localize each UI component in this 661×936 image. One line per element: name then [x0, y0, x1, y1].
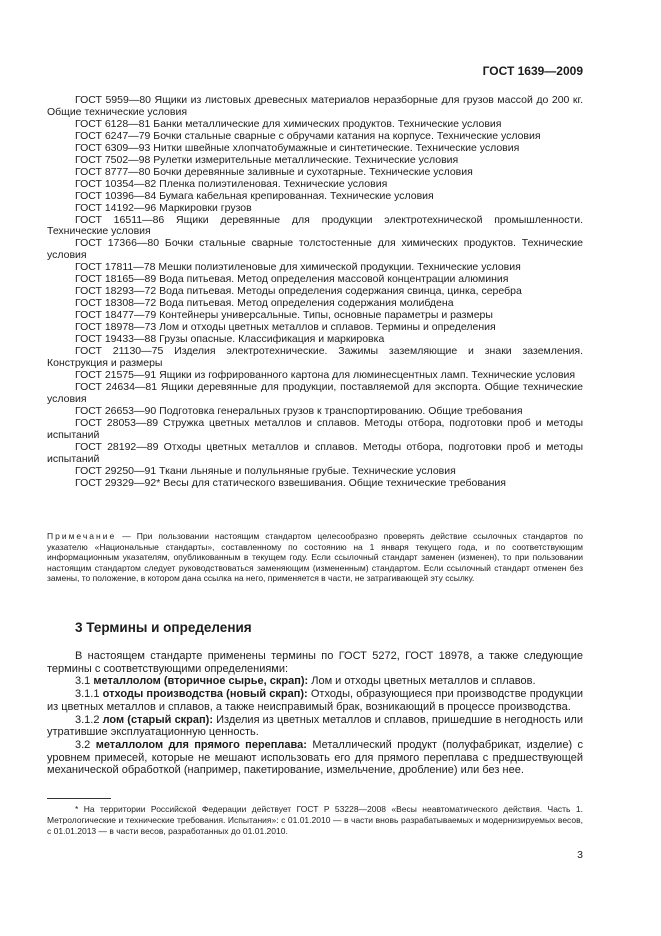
definition-text: Металлический продукт (полуфабрикат, изделие) с уровнем примесей, которые не мешают использовать его для прямого переплава с предшествующей механической обработкой (например, пакетирование, измельчение, дробление) или без нее.	[47, 738, 583, 777]
definition-term: металлолом для прямого переплава:	[95, 738, 307, 751]
std-title: Бочки стальные сварные с обручами катания на корпусе. Технические условия	[153, 129, 541, 142]
std-code: ГОСТ 18293—72	[75, 285, 157, 298]
std-code: ГОСТ 21575—91	[75, 368, 157, 381]
list-item	[47, 478, 583, 490]
definition-item	[47, 688, 583, 713]
std-code: ГОСТ 7502—98	[75, 153, 151, 166]
std-title: Вода питьевая. Метод определения содержания молибдена	[159, 297, 454, 310]
list-item	[47, 215, 583, 239]
std-title: Маркировки грузов	[159, 201, 252, 214]
definition-number: 3.2	[75, 738, 96, 751]
std-title: Грузы опасные. Классификация и маркировка	[159, 333, 385, 346]
std-code: ГОСТ 6128—81	[75, 117, 151, 130]
definition-item	[47, 675, 583, 688]
std-title: Нитки швейные хлопчатобумажные и синтетические. Технические условия	[153, 141, 520, 154]
std-title: Весы для статического взвешивания. Общие технические требования	[163, 476, 506, 489]
normative-references-list	[47, 95, 583, 489]
reference-note	[47, 531, 583, 584]
section-body	[47, 650, 583, 777]
note-lead: Примечание	[47, 531, 117, 541]
list-item	[47, 238, 583, 262]
std-title: Банки металлические для химических продуктов. Технические условия	[153, 117, 502, 130]
definition-text: Изделия из цветных металлов и сплавов, пришедшие в негодность или утратившие эксплуатационную ценность.	[47, 713, 583, 739]
std-code: ГОСТ 17366—80	[75, 237, 160, 250]
list-item	[47, 95, 583, 119]
page-number: 3	[577, 849, 583, 861]
std-code: ГОСТ 8777—80	[75, 165, 151, 178]
std-code: ГОСТ 18308—72	[75, 297, 157, 310]
definition-item	[47, 714, 583, 739]
std-title: Ящики деревянные для продукции электротехнической промышленности. Технические условия	[47, 213, 584, 238]
std-title: Лом и отходы цветных металлов и сплавов. Термины и определения	[159, 321, 496, 334]
std-title: Вода питьевая. Метод определения массовой концентрации алюминия	[159, 273, 509, 286]
std-code: ГОСТ 28053—89	[75, 416, 159, 429]
std-code: ГОСТ 18165—89	[75, 273, 157, 286]
list-item	[47, 418, 583, 442]
std-code: ГОСТ 28192—89	[75, 440, 159, 453]
std-title: Мешки полиэтиленовые для химической продукции. Технические условия	[158, 261, 521, 274]
list-item	[47, 382, 583, 406]
list-item	[47, 346, 583, 370]
definition-text: Лом и отходы цветных металлов и сплавов.	[308, 675, 536, 688]
std-code: ГОСТ 10354—82	[75, 177, 157, 190]
std-code: ГОСТ 18477—79	[75, 309, 157, 322]
definition-term: отходы производства (новый скрап):	[102, 688, 308, 701]
definition-term: лом (старый скрап):	[102, 713, 213, 726]
std-code: ГОСТ 21130—75	[75, 345, 164, 358]
std-title: Подготовка генеральных грузов к транспортированию. Общие требования	[159, 404, 523, 417]
std-code: ГОСТ 6247—79	[75, 129, 151, 142]
std-code: ГОСТ 16511—86	[75, 213, 165, 226]
std-title: Бумага кабельная крепированная. Технические условия	[159, 189, 434, 202]
definition-item	[47, 739, 583, 777]
section-title: 3 Термины и определения	[75, 620, 252, 635]
std-title: Контейнеры универсальные. Типы, основные параметры и размеры	[159, 309, 493, 322]
section-intro: В настоящем стандарте применены термины по ГОСТ 5272, ГОСТ 18978, а также следующие термины с соответствующими определениями:	[47, 650, 583, 675]
std-title: Ящики из гофрированного картона для люминесцентных ламп. Технические условия	[159, 368, 576, 381]
std-title: Ящики деревянные для продукции, поставляемой для экспорта. Общие технические условия	[47, 380, 583, 405]
std-code: ГОСТ 10396—84	[75, 189, 157, 202]
std-code: ГОСТ 29250—91	[75, 464, 157, 477]
std-title: Пленка полиэтиленовая. Технические условия	[159, 177, 388, 190]
definition-number: 3.1.1	[75, 688, 103, 701]
std-code: ГОСТ 29329—92*	[75, 476, 161, 489]
footnote-text: * На территории Российской Федерации действует ГОСТ Р 53228—2008 «Весы неавтоматического действия. Часть 1. Метрологические и технические требования. Испытания»: с 01.01.2010 — в части вновь разрабатываемых и модернизируемых весов, с 01.01.2013 — в части весов, разработанных до 01.01.2010.	[47, 804, 583, 836]
std-title: Бочки стальные сварные толстостенные для химических продуктов. Технические условия	[47, 237, 583, 262]
footnote-divider	[47, 798, 111, 799]
std-title: Изделия электротехнические. Зажимы заземляющие и знаки заземления. Конструкция и размеры	[47, 345, 583, 369]
std-title: Вода питьевая. Методы определения содержания свинца, цинка, серебра	[159, 285, 522, 298]
document-id: ГОСТ 1639—2009	[482, 64, 583, 78]
definition-term: металлолом (вторичное сырье, скрап):	[93, 675, 309, 688]
std-title: Рулетки измерительные металлические. Технические условия	[153, 153, 459, 166]
std-title: Ткани льняные и полульняные грубые. Технические условия	[159, 464, 456, 477]
note-text: — При пользовании настоящим стандартом целесообразно проверять действие ссылочных стандартов по указателю «Национальные стандарты», составленному по состоянию на 1 января текущего года, и по соответствующим информационным указателям, опубликованным в текущем году. Если ссылочный стандарт заменен (изменен), то при пользовании настоящим стандартом следует руководствоваться заменяющим (измененным) стандартом. Если ссылочный стандарт отменен без замены, то положение, в котором дана ссылка на него, применяется в части, не затрагивающей эту ссылку.	[47, 531, 583, 584]
list-item	[47, 442, 583, 466]
std-title: Ящики из листовых древесных материалов неразборные для грузов массой до 200 кг. Общие технические условия	[47, 94, 583, 118]
std-title: Бочки деревянные заливные и сухотарные. Технические условия	[153, 165, 473, 178]
std-code: ГОСТ 26653—90	[75, 404, 157, 417]
definition-number: 3.1.2	[75, 713, 103, 726]
std-code: ГОСТ 5959—80	[75, 94, 151, 106]
std-code: ГОСТ 19433—88	[75, 333, 157, 346]
std-code: ГОСТ 17811—78	[75, 261, 156, 274]
definition-number: 3.1	[75, 675, 94, 688]
footnote	[47, 804, 583, 837]
std-code: ГОСТ 18978—73	[75, 321, 157, 334]
std-code: ГОСТ 6309—93	[75, 141, 151, 154]
definition-text: Отходы, образующиеся при производстве продукции из цветных металлов и сплавов, а также неисправимый брак, возникающий в процессе производства.	[47, 688, 583, 713]
std-title: Отходы цветных металлов и сплавов. Методы отбора, подготовки проб и методы испытаний	[47, 440, 583, 465]
std-code: ГОСТ 24634—81	[75, 380, 158, 393]
std-title: Стружка цветных металлов и сплавов. Методы отбора, подготовки проб и методы испытаний	[47, 416, 583, 441]
std-code: ГОСТ 14192—96	[75, 201, 157, 214]
